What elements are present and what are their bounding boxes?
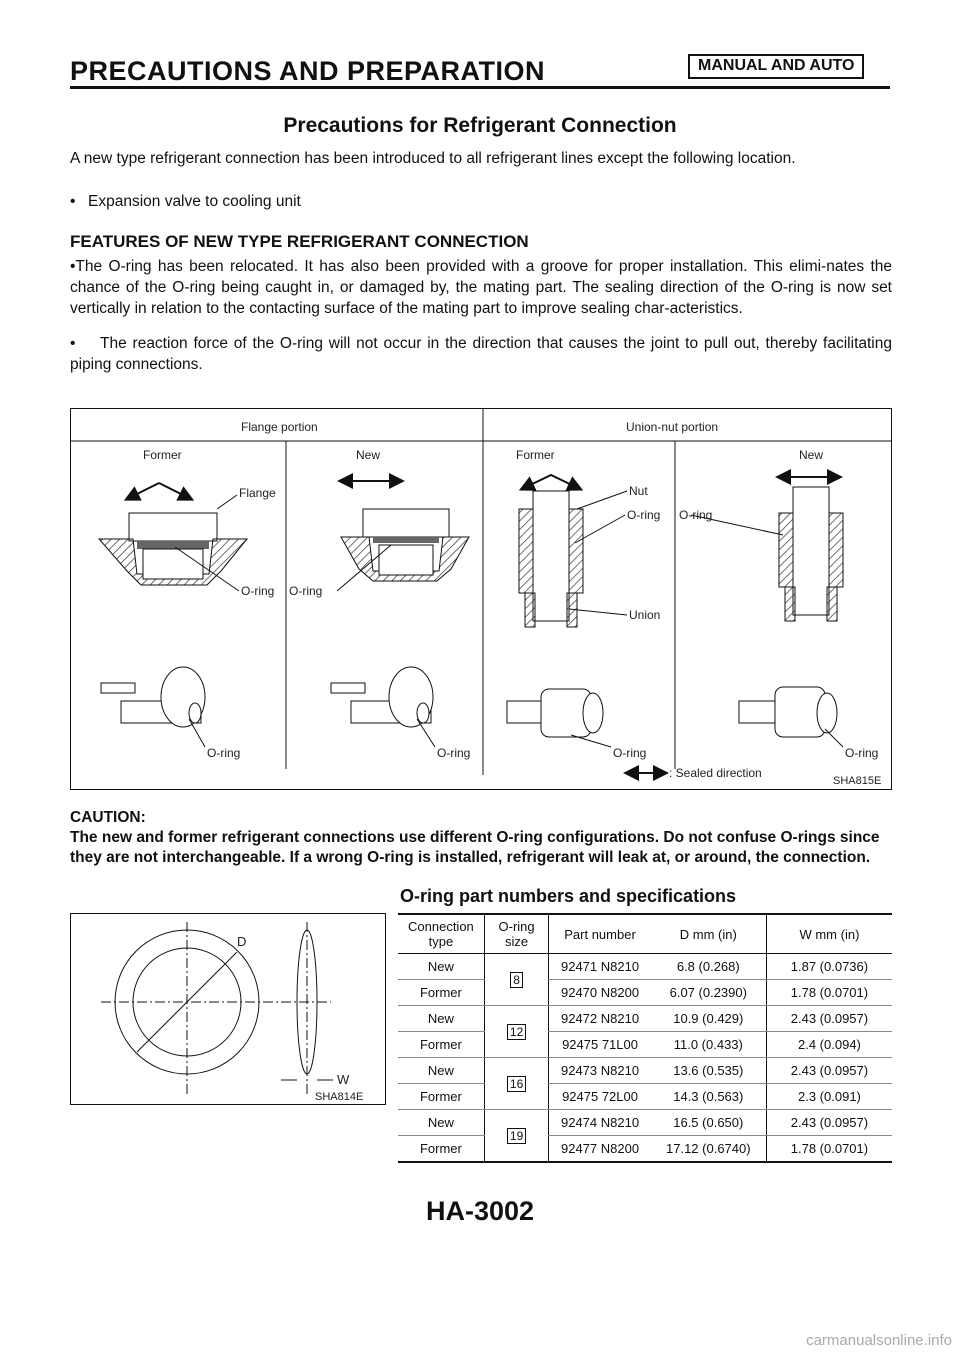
cell-type: New bbox=[398, 1110, 484, 1136]
union-new-drawing bbox=[779, 487, 843, 621]
header-title: PRECAUTIONS AND PREPARATION bbox=[70, 56, 546, 86]
caution-text: The new and former refrigerant connections use different O-ring configurations. Do not confuse O-rings since they are not interchangeable. If a wrong O-ring is installed, refrigerant will leak at, or around, the connection. bbox=[70, 829, 880, 866]
cell-type: New bbox=[398, 1006, 484, 1032]
flange-new-drawing bbox=[341, 509, 469, 581]
table-header-row bbox=[398, 914, 892, 954]
oring-label-8: O-ring bbox=[845, 746, 879, 760]
col-oring-size: O-ring size bbox=[484, 914, 549, 954]
table-row bbox=[398, 1006, 892, 1032]
table-row bbox=[398, 1058, 892, 1084]
oring-label-3: O-ring bbox=[627, 508, 661, 522]
cell-part: 92473 N8210 bbox=[549, 1058, 651, 1084]
flange-label: Flange bbox=[239, 486, 276, 500]
cell-type: New bbox=[398, 954, 484, 980]
cell-size bbox=[484, 954, 549, 1006]
new-label-1: New bbox=[356, 448, 381, 462]
table-row bbox=[398, 1084, 892, 1110]
table-row bbox=[398, 954, 892, 980]
cell-w: 1.87 (0.0736) bbox=[766, 954, 892, 980]
page-header bbox=[70, 50, 890, 90]
cell-part: 92474 N8210 bbox=[549, 1110, 651, 1136]
oring-label-2: O-ring bbox=[289, 584, 323, 598]
col-connection-type: Connection type bbox=[398, 914, 484, 954]
figure-code-2: SHA814E bbox=[315, 1091, 364, 1103]
table-row bbox=[398, 1032, 892, 1058]
watermark: carmanualsonline.info bbox=[806, 1332, 952, 1349]
cell-d: 10.9 (0.429) bbox=[651, 1006, 767, 1032]
cell-type: Former bbox=[398, 1032, 484, 1058]
diameter-label: D bbox=[237, 934, 247, 949]
features-paragraph-2-text: The reaction force of the O-ring will not occur in the direction that causes the joint to pull out, thereby facilitating piping connections. bbox=[70, 335, 892, 373]
union-former-drawing bbox=[519, 491, 583, 627]
cell-w: 2.3 (0.091) bbox=[766, 1084, 892, 1110]
intro-text: A new type refrigerant connection has been introduced to all refrigerant lines except the following location. bbox=[70, 150, 796, 167]
exception-item bbox=[70, 193, 301, 211]
section-title: Precautions for Refrigerant Connection bbox=[283, 114, 677, 137]
size-badge: 12 bbox=[507, 1024, 526, 1040]
cell-d: 11.0 (0.433) bbox=[651, 1032, 767, 1058]
bullet-mark: • bbox=[70, 335, 76, 352]
cell-w: 1.78 (0.0701) bbox=[766, 980, 892, 1006]
header-badge: MANUAL AND AUTO bbox=[688, 54, 864, 79]
col-w: W mm (in) bbox=[766, 914, 892, 954]
cell-part: 92472 N8210 bbox=[549, 1006, 651, 1032]
sealed-direction-legend: : Sealed direction bbox=[669, 766, 762, 780]
flange-portion-label: Flange portion bbox=[241, 420, 318, 434]
col-part-number: Part number bbox=[549, 914, 651, 954]
cell-d: 16.5 (0.650) bbox=[651, 1110, 767, 1136]
cell-w: 1.78 (0.0701) bbox=[766, 1136, 892, 1163]
header-rule bbox=[70, 86, 890, 89]
cell-type: New bbox=[398, 1058, 484, 1084]
new-label-2: New bbox=[799, 448, 824, 462]
cell-part: 92470 N8200 bbox=[549, 980, 651, 1006]
former-label-2: Former bbox=[516, 448, 555, 462]
bullet-mark: • bbox=[70, 193, 76, 210]
cell-type: Former bbox=[398, 980, 484, 1006]
union-former-fitting bbox=[507, 689, 603, 737]
exception-text: Expansion valve to cooling unit bbox=[88, 193, 301, 210]
features-heading: FEATURES OF NEW TYPE REFRIGERANT CONNECTION bbox=[70, 232, 529, 251]
cell-type: Former bbox=[398, 1136, 484, 1163]
size-badge: 19 bbox=[507, 1128, 526, 1144]
table-row bbox=[398, 1110, 892, 1136]
flange-new-fitting bbox=[331, 667, 433, 727]
size-badge: 16 bbox=[507, 1076, 526, 1092]
oring-label-6: O-ring bbox=[437, 746, 471, 760]
flange-former-fitting bbox=[101, 667, 205, 727]
cell-d: 14.3 (0.563) bbox=[651, 1084, 767, 1110]
union-nut-portion-label: Union-nut portion bbox=[626, 420, 719, 434]
cell-part: 92475 72L00 bbox=[549, 1084, 651, 1110]
size-badge: 8 bbox=[510, 972, 523, 988]
oring-dimension-figure bbox=[70, 913, 386, 1105]
cell-w: 2.4 (0.094) bbox=[766, 1032, 892, 1058]
features-paragraph-1: •The O-ring has been relocated. It has also been provided with a groove for proper installation. This elimi-nates the chance of the O-ring being caught in, or damaged by, the mating part. The sealing direction of the O-ring is now set vertically in relation to the contacting surface of the mating part to improve sealing char-acteristics. bbox=[70, 258, 892, 317]
features-paragraph-2 bbox=[70, 333, 892, 375]
cell-size bbox=[484, 1006, 549, 1058]
cell-size bbox=[484, 1110, 549, 1163]
table-title: O-ring part numbers and specifications bbox=[400, 886, 737, 906]
col-d: D mm (in) bbox=[651, 914, 767, 954]
oring-spec-table bbox=[398, 913, 892, 1163]
oring-label-7: O-ring bbox=[613, 746, 647, 760]
oring-label-1: O-ring bbox=[241, 584, 275, 598]
width-label: W bbox=[337, 1072, 350, 1087]
cell-part: 92477 N8200 bbox=[549, 1136, 651, 1163]
cell-size bbox=[484, 1058, 549, 1110]
table-row bbox=[398, 1136, 892, 1163]
cell-w: 2.43 (0.0957) bbox=[766, 1058, 892, 1084]
nut-label: Nut bbox=[629, 484, 648, 498]
former-label-1: Former bbox=[143, 448, 182, 462]
union-new-fitting bbox=[739, 687, 837, 737]
cell-d: 17.12 (0.6740) bbox=[651, 1136, 767, 1163]
page-number: HA-3002 bbox=[425, 1196, 535, 1226]
cell-part: 92475 71L00 bbox=[549, 1032, 651, 1058]
oring-label-5: O-ring bbox=[207, 746, 241, 760]
cell-d: 6.8 (0.268) bbox=[651, 954, 767, 980]
flange-former-drawing bbox=[99, 513, 247, 585]
oring-label-4: O-ring bbox=[679, 508, 713, 522]
connection-figure bbox=[70, 408, 892, 790]
union-label: Union bbox=[629, 608, 661, 622]
cell-d: 13.6 (0.535) bbox=[651, 1058, 767, 1084]
figure-code-1: SHA815E bbox=[833, 775, 882, 787]
cell-part: 92471 N8210 bbox=[549, 954, 651, 980]
table-row bbox=[398, 980, 892, 1006]
cell-w: 2.43 (0.0957) bbox=[766, 1006, 892, 1032]
cell-type: Former bbox=[398, 1084, 484, 1110]
caution-label: CAUTION: bbox=[70, 809, 146, 826]
cell-d: 6.07 (0.2390) bbox=[651, 980, 767, 1006]
cell-w: 2.43 (0.0957) bbox=[766, 1110, 892, 1136]
